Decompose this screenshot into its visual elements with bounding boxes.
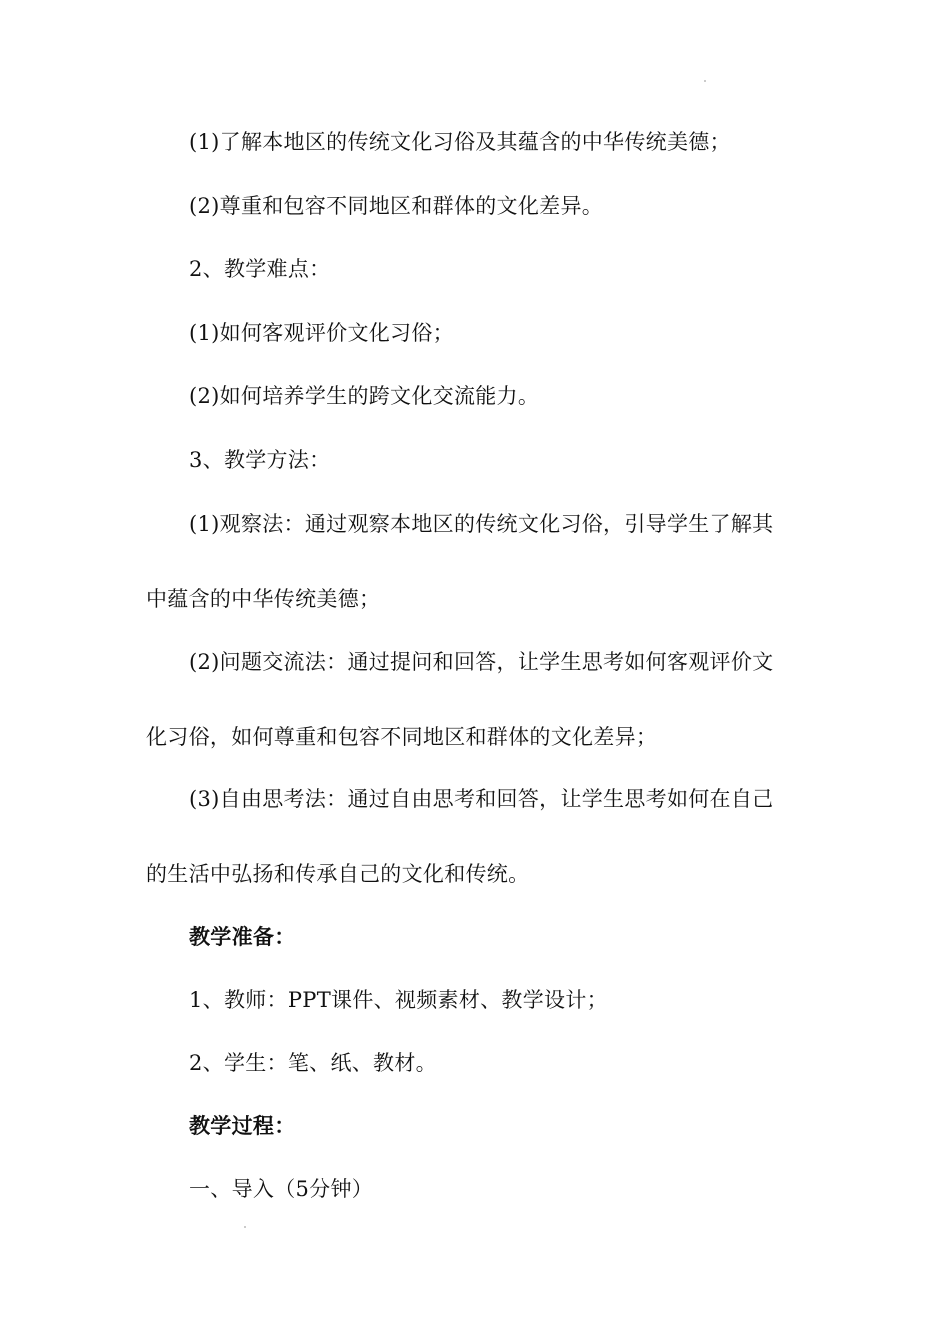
difficulty-2-line: (2)如何培养学生的跨文化交流能力。: [189, 384, 540, 408]
preparation-heading: 教学准备：: [189, 925, 296, 949]
process-intro-line: 一、导入（5分钟）: [189, 1177, 374, 1201]
preparation-teacher-line: 1、教师：PPT课件、视频素材、教学设计；: [189, 988, 608, 1012]
method-1-line: (1)观察法：通过观察本地区的传统文化习俗，引导学生了解其: [189, 512, 774, 536]
scan-speck: [704, 80, 706, 82]
method-3-line: (3)自由思考法：通过自由思考和回答，让学生思考如何在自己: [189, 787, 774, 811]
difficulty-heading: 2、教学难点：: [189, 257, 331, 281]
process-heading: 教学过程：: [189, 1114, 296, 1138]
scan-speck: [244, 1226, 246, 1228]
method-2-continuation: 化习俗，如何尊重和包容不同地区和群体的文化差异；: [146, 725, 658, 749]
objective-1-line: (1)了解本地区的传统文化习俗及其蕴含的中华传统美德；: [189, 130, 731, 154]
preparation-student-line: 2、学生：笔、纸、教材。: [189, 1051, 437, 1075]
method-1-continuation: 中蕴含的中华传统美德；: [146, 587, 381, 611]
objective-2-line: (2)尊重和包容不同地区和群体的文化差异。: [189, 194, 604, 218]
difficulty-1-line: (1)如何客观评价文化习俗；: [189, 321, 454, 345]
method-heading: 3、教学方法：: [189, 448, 331, 472]
method-2-line: (2)问题交流法：通过提问和回答，让学生思考如何客观评价文: [189, 650, 774, 674]
method-3-continuation: 的生活中弘扬和传承自己的文化和传统。: [146, 862, 530, 886]
